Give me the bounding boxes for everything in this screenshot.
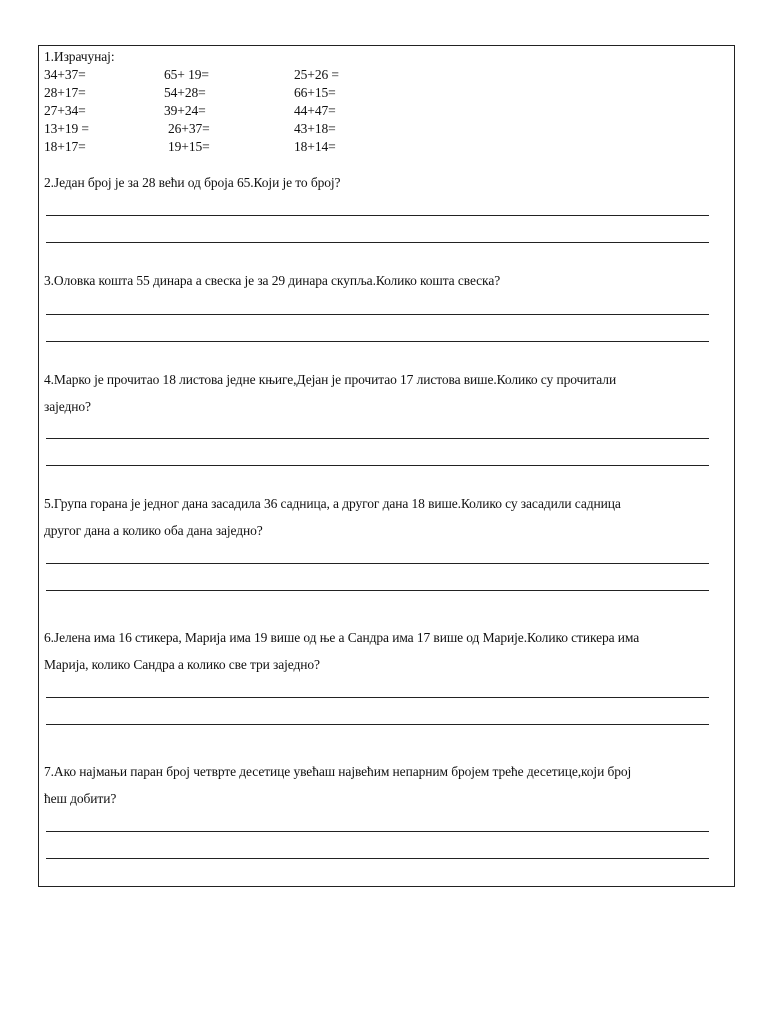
task1-problem: 18+17= xyxy=(44,139,86,154)
task6-text-line2: Марија, колико Сандра а колико све три заједно? xyxy=(44,657,320,672)
task3-text: 3.Оловка кошта 55 динара а свеска је за 29 динара скупља.Колико кошта свеска? xyxy=(44,273,501,288)
task4-text-line1: 4.Марко је прочитао 18 листова једне књиге,Дејан је прочитао 17 листова више.Колико су прочитали xyxy=(44,372,617,387)
answer-line[interactable] xyxy=(46,465,709,466)
task1-problem: 44+47= xyxy=(294,103,336,118)
answer-line[interactable] xyxy=(46,563,709,564)
task1-problem: 27+34= xyxy=(44,103,86,118)
task1-problem: 39+24= xyxy=(164,103,206,118)
task7-text-line1: 7.Ако најмањи паран број четврте десетице увећаш највећим непарним бројем треће десетице,који број xyxy=(44,764,632,779)
task1-problem: 25+26 = xyxy=(294,67,339,82)
task7-text-line2: ћеш добити? xyxy=(44,791,117,806)
answer-line[interactable] xyxy=(46,438,709,439)
task2-text: 2.Један број је за 28 већи од броја 65.Који је то број? xyxy=(44,175,341,190)
answer-line[interactable] xyxy=(46,590,709,591)
answer-line[interactable] xyxy=(46,831,709,832)
answer-line[interactable] xyxy=(46,341,709,342)
worksheet-box xyxy=(38,45,735,887)
task1-problem: 43+18= xyxy=(294,121,336,136)
task5-text-line2: другог дана а колико оба дана заједно? xyxy=(44,523,263,538)
task1-problem: 54+28= xyxy=(164,85,206,100)
task6-text-line1: 6.Јелена има 16 стикера, Марија има 19 више од ње а Сандра има 17 више од Марије.Колико стикера има xyxy=(44,630,640,645)
answer-line[interactable] xyxy=(46,724,709,725)
task1-problem: 19+15= xyxy=(168,139,210,154)
answer-line[interactable] xyxy=(46,215,709,216)
task1-problem: 13+19 = xyxy=(44,121,89,136)
answer-line[interactable] xyxy=(46,314,709,315)
task1-problem: 34+37= xyxy=(44,67,86,82)
answer-line[interactable] xyxy=(46,242,709,243)
task1-problem: 66+15= xyxy=(294,85,336,100)
task1-problem: 26+37= xyxy=(168,121,210,136)
answer-line[interactable] xyxy=(46,858,709,859)
task5-text-line1: 5.Група горана је једног дана засадила 36 садница, а другог дана 18 више.Колико су засадили садница xyxy=(44,496,621,511)
task1-problem: 18+14= xyxy=(294,139,336,154)
answer-line[interactable] xyxy=(46,697,709,698)
task4-text-line2: заједно? xyxy=(44,399,91,414)
task1-problem: 65+ 19= xyxy=(164,67,209,82)
task1-title: 1.Израчунај: xyxy=(44,49,115,64)
task1-problem: 28+17= xyxy=(44,85,86,100)
